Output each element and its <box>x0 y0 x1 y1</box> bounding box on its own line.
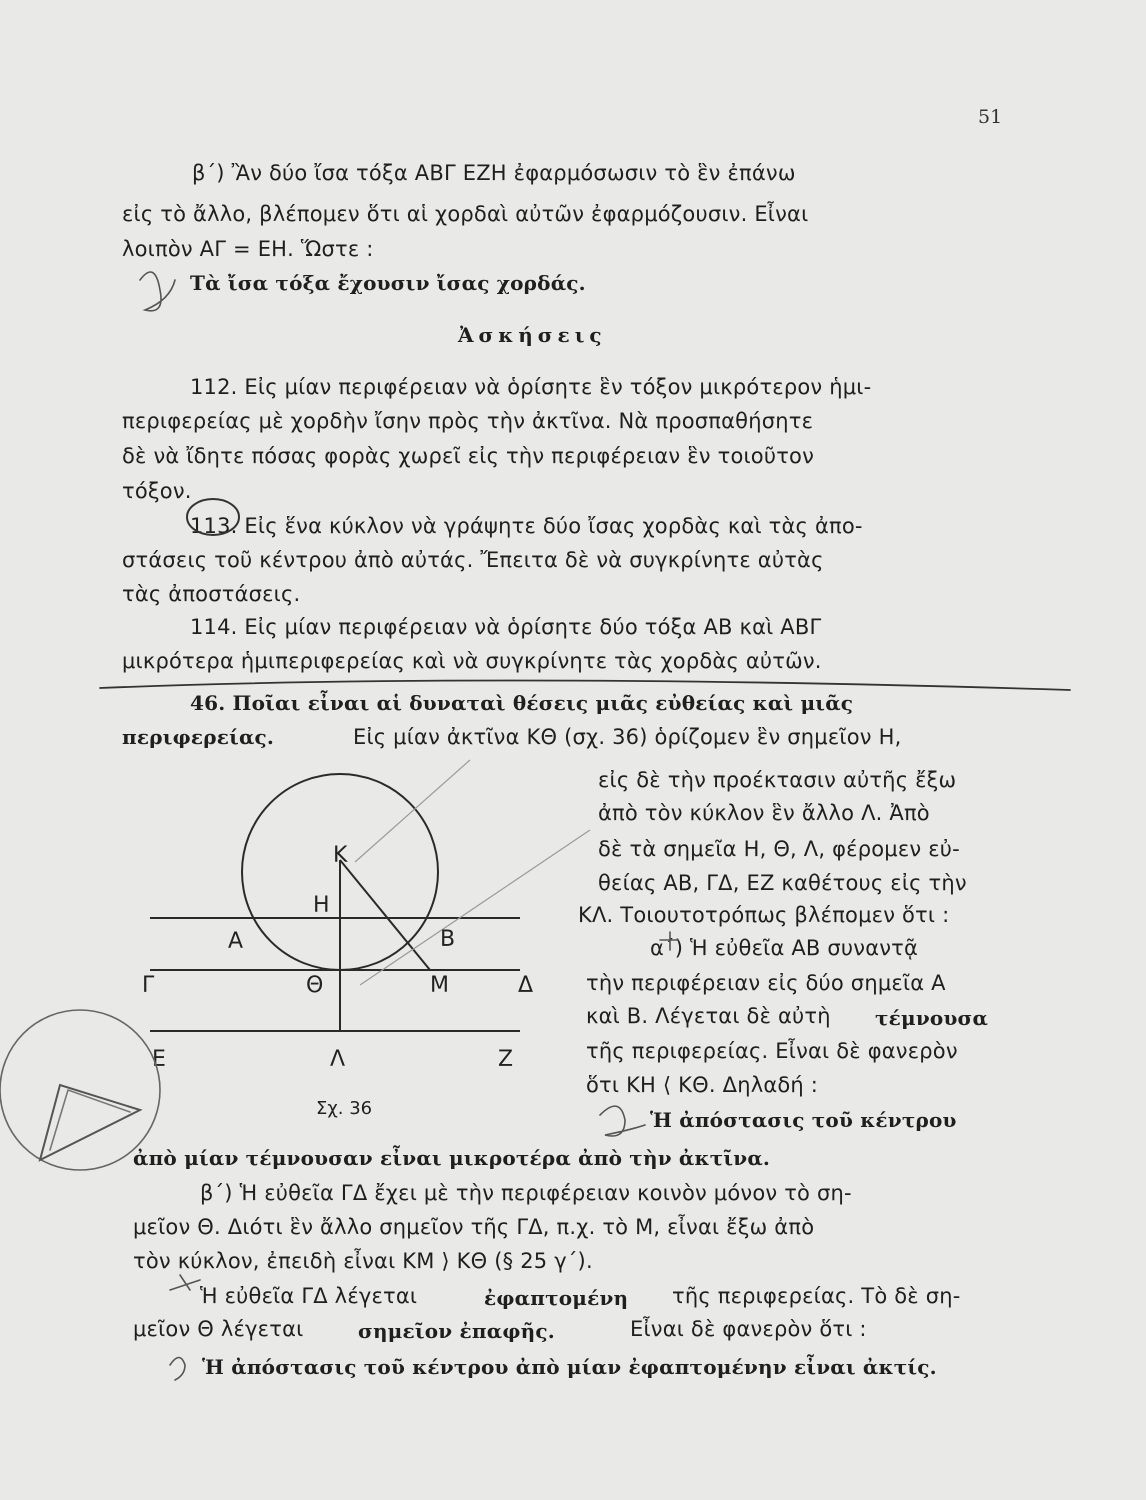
margin-mark <box>600 1106 645 1136</box>
figure-circle <box>242 774 438 970</box>
label-TH: Θ <box>306 973 324 998</box>
text-line: λοιπὸν ΑΓ = ΕΗ. Ὥστε : <box>122 237 374 261</box>
term-secant: τέμνουσα <box>875 1006 989 1030</box>
text-line: β΄) Ἂν δύο ἴσα τόξα ΑΒΓ ΕΖΗ ἐφαρμόσωσιν τὸ ἓν ἐπάνω <box>192 161 796 185</box>
margin-mark <box>170 1275 200 1290</box>
label-D: Δ <box>518 973 534 998</box>
text-line: ΚΛ. Τοιουτοτρόπως βλέπομεν ὅτι : <box>578 903 950 927</box>
text-line: ὅτι ΚΗ ⟨ ΚΘ. Δηλαδή : <box>586 1073 819 1097</box>
section-title: περιφερείας. <box>122 725 275 749</box>
text-line: β΄) Ἡ εὐθεῖα ΓΔ ἔχει μὲ τὴν περιφέρειαν κοινὸν μόνον τὸ ση- <box>200 1181 852 1205</box>
label-Z: Ζ <box>498 1047 514 1072</box>
text-line: καὶ Β. Λέγεται δὲ αὐτὴ <box>586 1004 831 1028</box>
text-line: Ἡ εὐθεῖα ΓΔ λέγεται <box>200 1284 418 1308</box>
margin-mark <box>140 272 175 311</box>
section-title: 46. Ποῖαι εἶναι αἱ δυναταὶ θέσεις μιᾶς εὐθείας καὶ μιᾶς <box>190 691 854 715</box>
text-line: Εἶναι δὲ φανερὸν ὅτι : <box>630 1317 867 1341</box>
text-line: Εἰς μίαν ἀκτῖνα ΚΘ (σχ. 36) ὁρίζομεν ἓν σημεῖον Η, <box>353 725 902 749</box>
theorem-statement: Τὰ ἴσα τόξα ἔχουσιν ἴσας χορδάς. <box>190 271 586 295</box>
text-line: τὴν περιφέρειαν εἰς δύο σημεῖα Α <box>586 971 946 995</box>
text-line: ἀπὸ τὸν κύκλον ἓν ἄλλο Λ. Ἀπὸ <box>598 801 930 825</box>
exercise-line: 112. Εἰς μίαν περιφέρειαν νὰ ὁρίσητε ἓν τόξον μικρότερον ἡμι- <box>190 375 872 399</box>
theorem-statement: Ἡ ἀπόστασις τοῦ κέντρου ἀπὸ μίαν ἐφαπτομένην εἶναι ἀκτίς. <box>202 1355 937 1379</box>
text-line: εἰς δὲ τὴν προέκτασιν αὐτῆς ἔξω <box>598 768 957 792</box>
text-line: τῆς περιφερείας. Εἶναι δὲ φανερὸν <box>586 1039 958 1063</box>
exercise-line: 113. Εἰς ἕνα κύκλον νὰ γράψητε δύο ἴσας χορδὰς καὶ τὰς ἀπο- <box>190 514 863 538</box>
section-heading: Ἀσκήσεις <box>458 323 607 347</box>
label-E: Ε <box>152 1047 166 1072</box>
line-KM <box>340 860 430 970</box>
text-line: τῆς περιφερείας. Τὸ δὲ ση- <box>672 1284 961 1308</box>
margin-mark <box>170 1358 185 1381</box>
exercise-line: στάσεις τοῦ κέντρου ἀπὸ αὐτάς. Ἔπειτα δὲ νὰ συγκρίνητε αὐτὰς <box>122 548 824 572</box>
exercise-line: 114. Εἰς μίαν περιφέρειαν νὰ ὁρίσητε δύο τόξα ΑΒ καὶ ΑΒΓ <box>190 615 822 639</box>
exercise-line: μικρότερα ἡμιπεριφερείας καὶ νὰ συγκρίνητε τὰς χορδὰς αὐτῶν. <box>122 649 822 673</box>
text-line: μεῖον Θ. Διότι ἓν ἄλλο σημεῖον τῆς ΓΔ, π.χ. τὸ Μ, εἶναι ἔξω ἀπὸ <box>133 1215 815 1239</box>
exercise-line: τόξον. <box>122 479 192 503</box>
text-line: α΄) Ἡ εὐθεῖα ΑΒ συναντᾷ <box>650 936 919 960</box>
page-number: 51 <box>978 106 1003 128</box>
label-H: Η <box>313 893 330 918</box>
label-G: Γ <box>142 973 155 998</box>
text-line: τὸν κύκλον, ἐπειδὴ εἶναι ΚΜ ⟩ ΚΘ (§ 25 γ΄). <box>133 1249 593 1273</box>
exercise-line: δὲ νὰ ἴδητε πόσας φορὰς χωρεῖ εἰς τὴν περιφέρειαν ἓν τοιοῦτον <box>122 444 815 468</box>
exercise-line: περιφερείας μὲ χορδὴν ἴσην πρὸς τὴν ἀκτῖνα. Νὰ προσπαθήσητε <box>122 409 814 433</box>
label-M: Μ <box>430 973 449 998</box>
term-point-of-contact: σημεῖον ἐπαφῆς. <box>358 1319 555 1343</box>
label-L: Λ <box>330 1047 346 1072</box>
sketch-triangle <box>40 1085 140 1160</box>
text-line: μεῖον Θ λέγεται <box>133 1317 304 1341</box>
figure-caption: Σχ. 36 <box>316 1098 373 1119</box>
text-line: εἰς τὸ ἄλλο, βλέπομεν ὅτι αἱ χορδαὶ αὐτῶν ἐφαρμόζουσιν. Εἶναι <box>122 202 809 226</box>
label-B: Β <box>440 927 456 952</box>
label-K: Κ <box>333 843 348 868</box>
label-A: Α <box>228 929 244 954</box>
exercise-line: τὰς ἀποστάσεις. <box>122 582 301 606</box>
text-line: δὲ τὰ σημεῖα Η, Θ, Λ, φέρομεν εὐ- <box>598 837 960 861</box>
theorem-statement: ἀπὸ μίαν τέμνουσαν εἶναι μικροτέρα ἀπὸ τὴν ἀκτῖνα. <box>133 1146 771 1170</box>
text-line: θείας ΑΒ, ΓΔ, ΕΖ καθέτους εἰς τὴν <box>598 871 967 895</box>
theorem-statement: Ἡ ἀπόστασις τοῦ κέντρου <box>650 1108 957 1132</box>
term-tangent: ἐφαπτομένη <box>484 1286 629 1310</box>
